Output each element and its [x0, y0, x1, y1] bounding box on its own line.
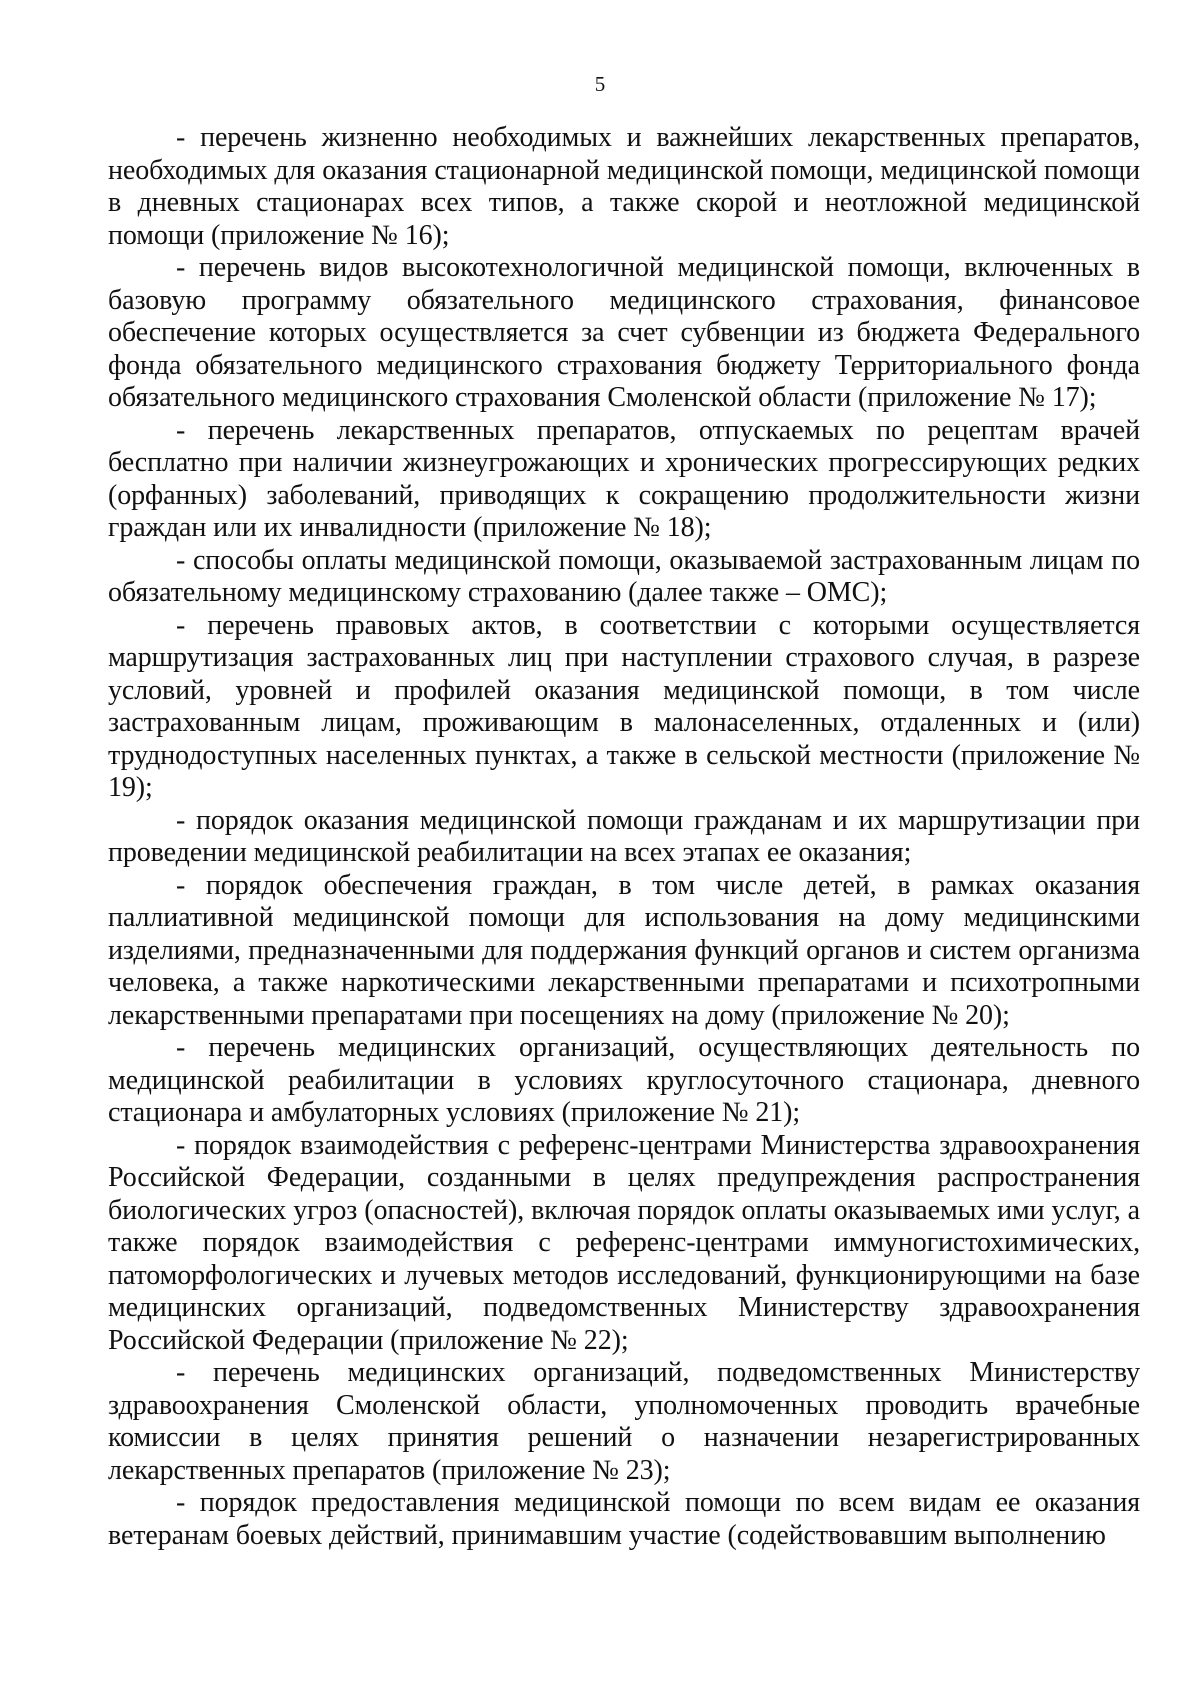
list-item-orphan-drugs: - перечень лекарственных препаратов, отпускаемых по рецептам врачей бесплатно при наличии жизнеугрожающих и хронических прогрессирующих редких (орфанных) заболеваний, приводящих к сокращению продолжительности жизни граждан или их инвалидности (приложение № 18);: [108, 414, 1140, 543]
list-item-reference-centers: - порядок взаимодействия с референс-центрами Министерства здравоохранения Российской Федерации, созданными в целях предупреждения распространения биологических угроз (опасностей), включая порядок оплаты оказываемых ими услуг, а также порядок взаимодействия с референс-центрами иммуногистохимических, патоморфологических и лучевых методов исследований, функционирующими на базе медицинских организаций, подведомственных Министерству здравоохранения Российской Федерации (приложение № 22);: [108, 1129, 1140, 1356]
list-item-rehab-organizations: - перечень медицинских организаций, осуществляющих деятельность по медицинской реабилитации в условиях круглосуточного стационара, дневного стационара и амбулаторных условиях (приложение № 21);: [108, 1032, 1140, 1128]
list-item-palliative-care: - порядок обеспечения граждан, в том числе детей, в рамках оказания паллиативной медицинской помощи для использования на дому медицинскими изделиями, предназначенными для поддержания функций органов и систем организма человека, а также наркотическими лекарственными препаратами и психотропными лекарственными препаратами при посещениях на дому (приложение № 20);: [108, 869, 1140, 1031]
document-body: [108, 122, 1140, 1552]
list-item-routing-acts: - перечень правовых актов, в соответствии с которыми осуществляется маршрутизация застрахованных лиц при наступлении страхового случая, в разрезе условий, уровней и профилей оказания медицинской помощи, в том числе застрахованным лицам, проживающим в малонаселенных, отдаленных и (или) труднодоступных населенных пунктах, а также в сельской местности (приложение № 19);: [108, 609, 1140, 803]
list-item-medical-commissions: - перечень медицинских организаций, подведомственных Министерству здравоохранения Смоленской области, уполномоченных проводить врачебные комиссии в целях принятия решений о назначении незарегистрированных лекарственных препаратов (приложение № 23);: [108, 1357, 1140, 1486]
list-item-veterans-care: - порядок предоставления медицинской помощи по всем видам ее оказания ветеранам боевых действий, принимавшим участие (содействовавшим выполнению: [108, 1487, 1140, 1551]
list-item-rehabilitation-order: - порядок оказания медицинской помощи гражданам и их маршрутизации при проведении медицинской реабилитации на всех этапах ее оказания;: [108, 804, 1140, 868]
list-item-high-tech-care: - перечень видов высокотехнологичной медицинской помощи, включенных в базовую программу обязательного медицинского страхования, финансовое обеспечение которых осуществляется за счет субвенции из бюджета Федерального фонда обязательного медицинского страхования бюджету Территориального фонда обязательного медицинского страхования Смоленской области (приложение № 17);: [108, 252, 1140, 413]
list-item-payment-methods: - способы оплаты медицинской помощи, оказываемой застрахованным лицам по обязательному медицинскому страхованию (далее также – ОМС);: [108, 544, 1140, 608]
page-number: 5: [594, 72, 606, 96]
list-item-essential-drugs: - перечень жизненно необходимых и важнейших лекарственных препаратов, необходимых для оказания стационарной медицинской помощи, медицинской помощи в дневных стационарах всех типов, а также скорой и неотложной медицинской помощи (приложение № 16);: [108, 122, 1140, 251]
